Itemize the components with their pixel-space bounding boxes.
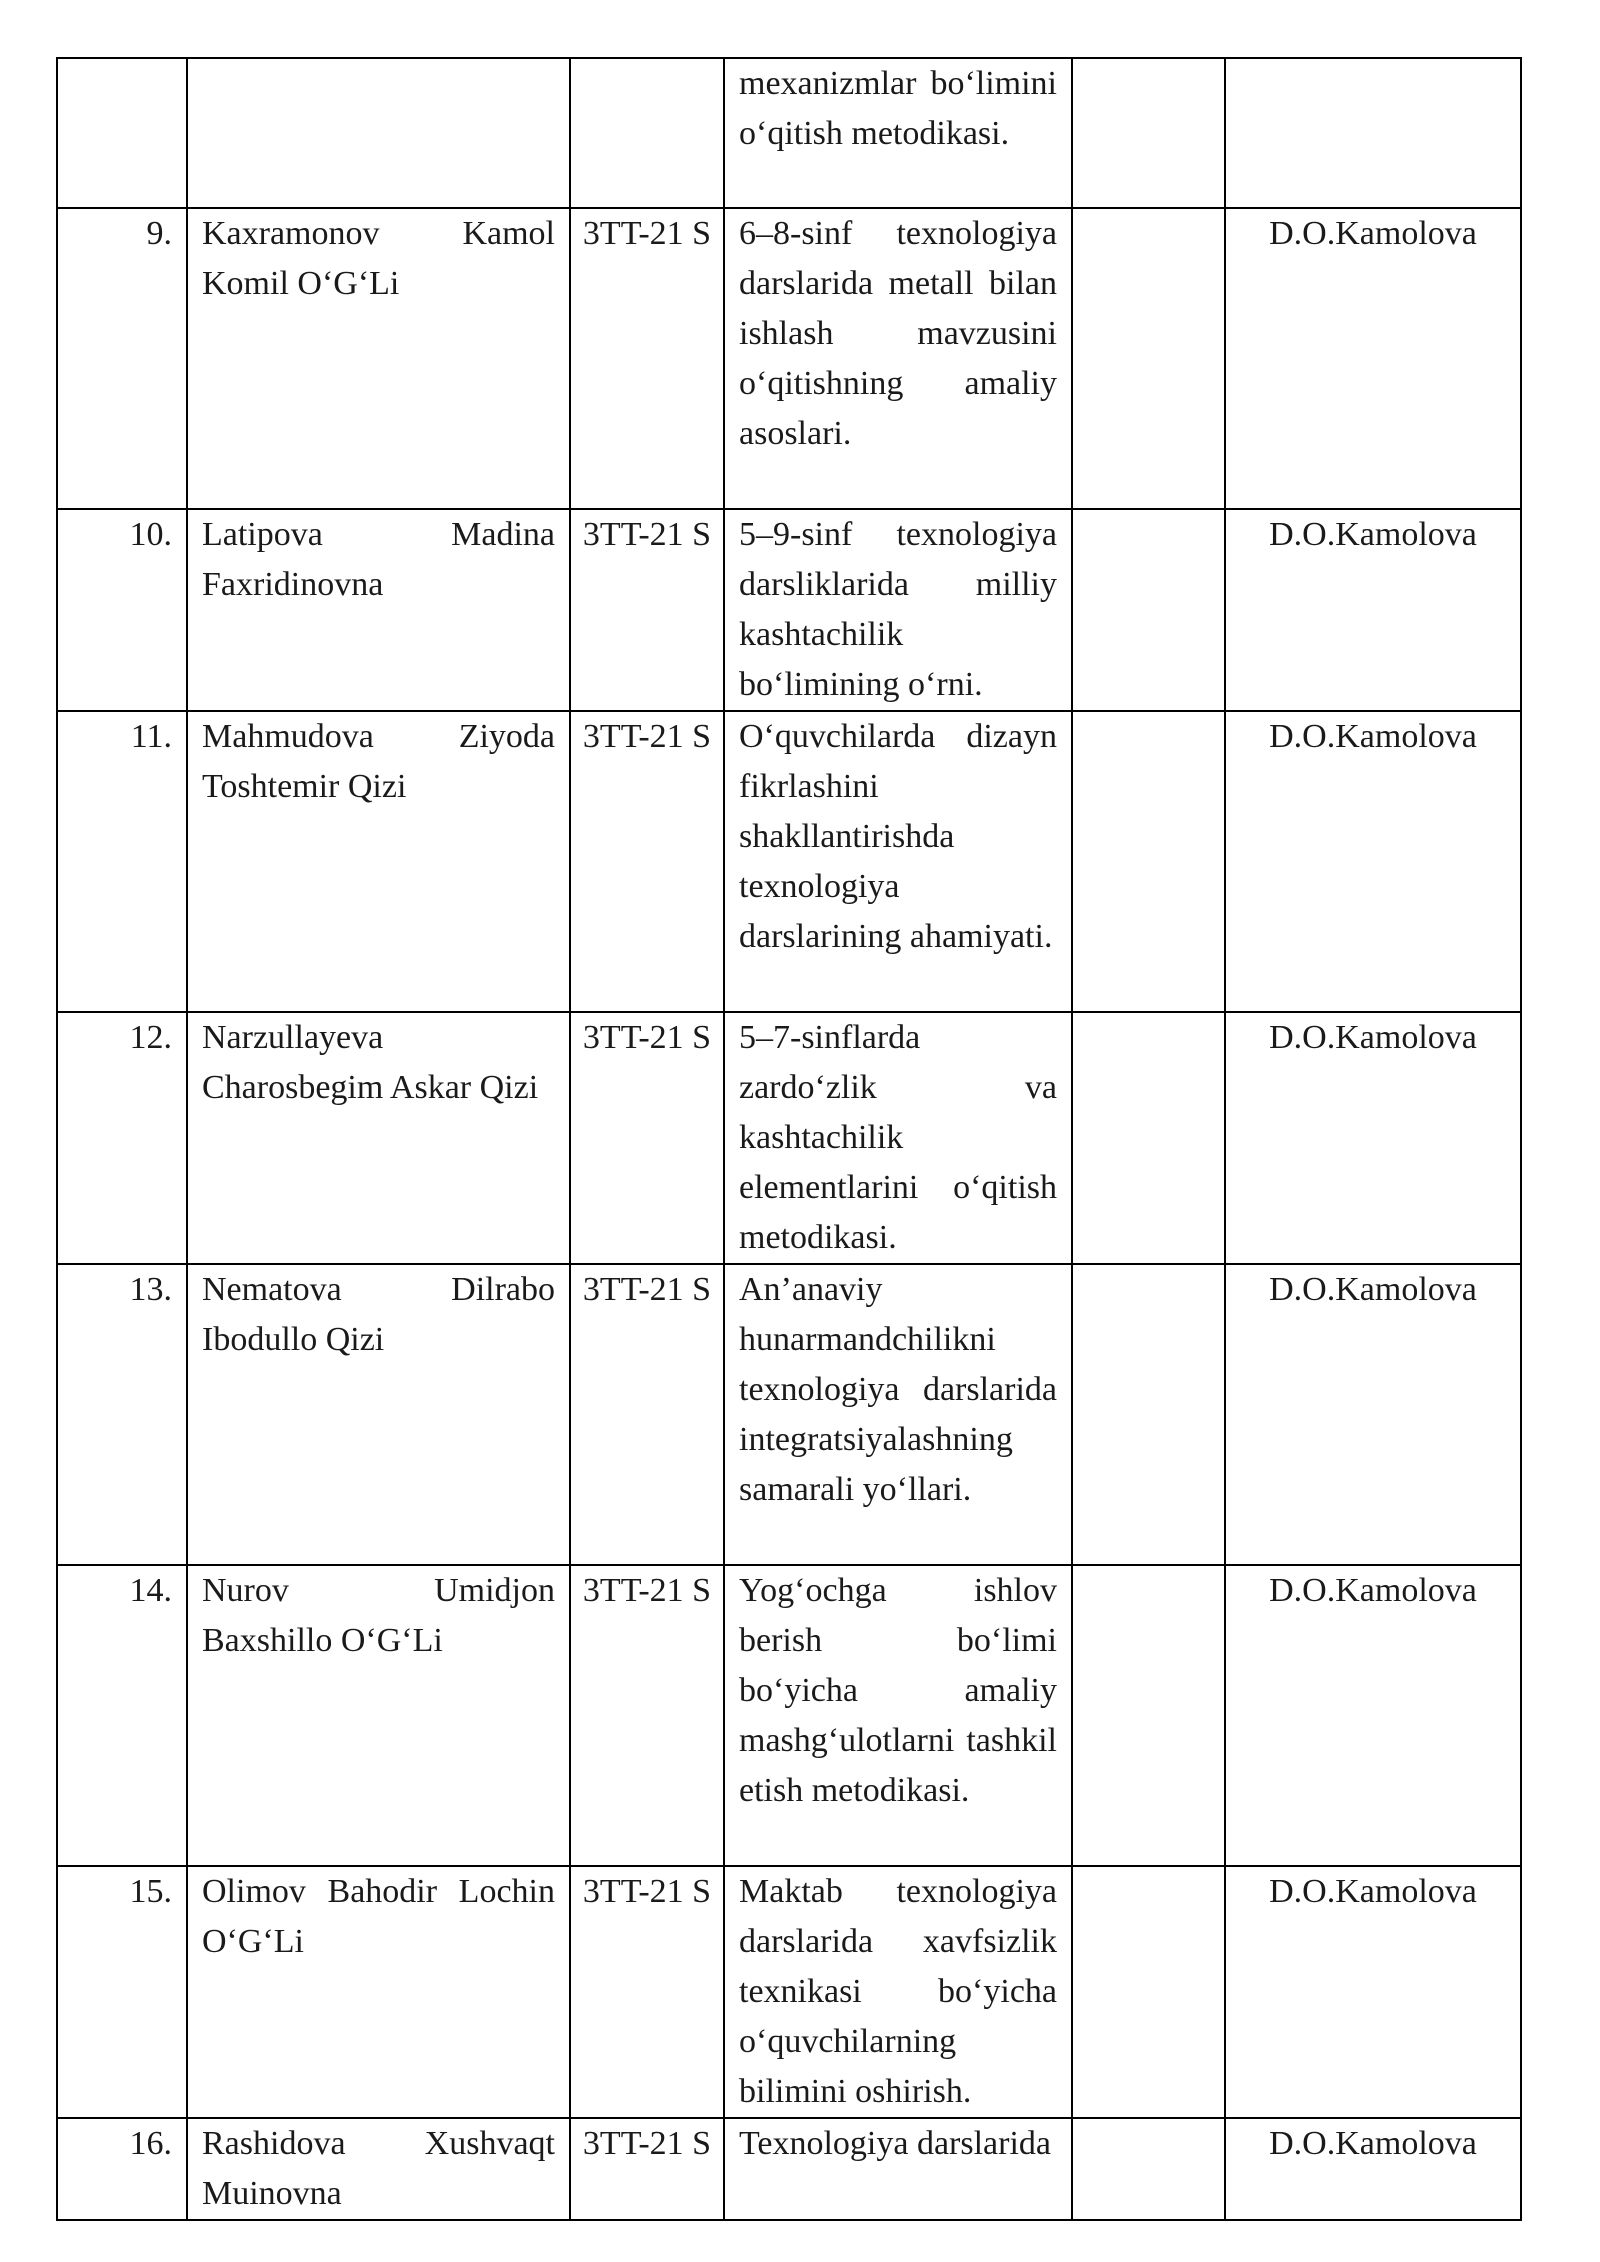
supervisor xyxy=(1225,58,1521,208)
document-page xyxy=(56,57,1520,2221)
empty-cell xyxy=(1072,1565,1225,1866)
empty-cell xyxy=(1072,711,1225,1012)
group-code: 3TT-21 S xyxy=(570,1565,724,1866)
group-code: 3TT-21 S xyxy=(570,509,724,711)
group-code: 3TT-21 S xyxy=(570,711,724,1012)
thesis-topic: Yog‘ochga ishlov berish bo‘limi bo‘yicha amaliy mashg‘ulotlarni tashkil etish metodikasi. xyxy=(724,1565,1072,1866)
group-code xyxy=(570,58,724,208)
supervisor: D.O.Kamolova xyxy=(1225,1866,1521,2118)
table-row xyxy=(57,1565,1521,1866)
table-row xyxy=(57,509,1521,711)
supervisor: D.O.Kamolova xyxy=(1225,208,1521,509)
student-name: Latipova Madina Faxridinovna xyxy=(187,509,570,711)
row-number: 16. xyxy=(57,2118,187,2220)
thesis-topic: An’anaviy hunarmandchilikni texnologiya darslarida integratsiyalashning samarali yo‘llari. xyxy=(724,1264,1072,1565)
table-row xyxy=(57,2118,1521,2220)
student-name: Narzullayeva Charosbegim Askar Qizi xyxy=(187,1012,570,1264)
student-name: Kaxramonov Kamol Komil O‘G‘Li xyxy=(187,208,570,509)
supervisor: D.O.Kamolova xyxy=(1225,711,1521,1012)
supervisor: D.O.Kamolova xyxy=(1225,1012,1521,1264)
thesis-topic: O‘quvchilarda dizayn fikrlashini shakllantirishda texnologiya darslarining ahamiyati. xyxy=(724,711,1072,1012)
table-row xyxy=(57,1012,1521,1264)
thesis-topic: Texnologiya darslarida xyxy=(724,2118,1072,2220)
thesis-topics-table xyxy=(56,57,1522,2221)
student-name: Rashidova Xushvaqt Muinovna xyxy=(187,2118,570,2220)
supervisor: D.O.Kamolova xyxy=(1225,509,1521,711)
empty-cell xyxy=(1072,208,1225,509)
row-number: 12. xyxy=(57,1012,187,1264)
thesis-topic: 5–7-sinflarda zardo‘zlik va kashtachilik elementlarini o‘qitish metodikasi. xyxy=(724,1012,1072,1264)
row-number: 9. xyxy=(57,208,187,509)
empty-cell xyxy=(1072,2118,1225,2220)
student-name: Nematova Dilrabo Ibodullo Qizi xyxy=(187,1264,570,1565)
empty-cell xyxy=(1072,58,1225,208)
table-row xyxy=(57,58,1521,208)
empty-cell xyxy=(1072,1866,1225,2118)
row-number: 15. xyxy=(57,1866,187,2118)
student-name: Mahmudova Ziyoda Toshtemir Qizi xyxy=(187,711,570,1012)
table-row xyxy=(57,1264,1521,1565)
thesis-topic: 5–9-sinf texnologiya darsliklarida milliy kashtachilik bo‘limining o‘rni. xyxy=(724,509,1072,711)
table-row xyxy=(57,711,1521,1012)
table-row xyxy=(57,1866,1521,2118)
group-code: 3TT-21 S xyxy=(570,208,724,509)
row-number: 13. xyxy=(57,1264,187,1565)
empty-cell xyxy=(1072,1012,1225,1264)
student-name: Olimov Bahodir Lochin O‘G‘Li xyxy=(187,1866,570,2118)
thesis-topic: mexanizmlar bo‘limini o‘qitish metodikasi. xyxy=(724,58,1072,208)
row-number: 11. xyxy=(57,711,187,1012)
student-name: Nurov Umidjon Baxshillo O‘G‘Li xyxy=(187,1565,570,1866)
empty-cell xyxy=(1072,509,1225,711)
group-code: 3TT-21 S xyxy=(570,1866,724,2118)
supervisor: D.O.Kamolova xyxy=(1225,1264,1521,1565)
supervisor: D.O.Kamolova xyxy=(1225,1565,1521,1866)
group-code: 3TT-21 S xyxy=(570,2118,724,2220)
thesis-topic: 6–8-sinf texnologiya darslarida metall bilan ishlash mavzusini o‘qitishning amaliy asoslari. xyxy=(724,208,1072,509)
student-name xyxy=(187,58,570,208)
thesis-topic: Maktab texnologiya darslarida xavfsizlik texnikasi bo‘yicha o‘quvchilarning bilimini oshirish. xyxy=(724,1866,1072,2118)
row-number: 14. xyxy=(57,1565,187,1866)
group-code: 3TT-21 S xyxy=(570,1012,724,1264)
supervisor: D.O.Kamolova xyxy=(1225,2118,1521,2220)
table-row xyxy=(57,208,1521,509)
row-number: 10. xyxy=(57,509,187,711)
row-number xyxy=(57,58,187,208)
group-code: 3TT-21 S xyxy=(570,1264,724,1565)
empty-cell xyxy=(1072,1264,1225,1565)
